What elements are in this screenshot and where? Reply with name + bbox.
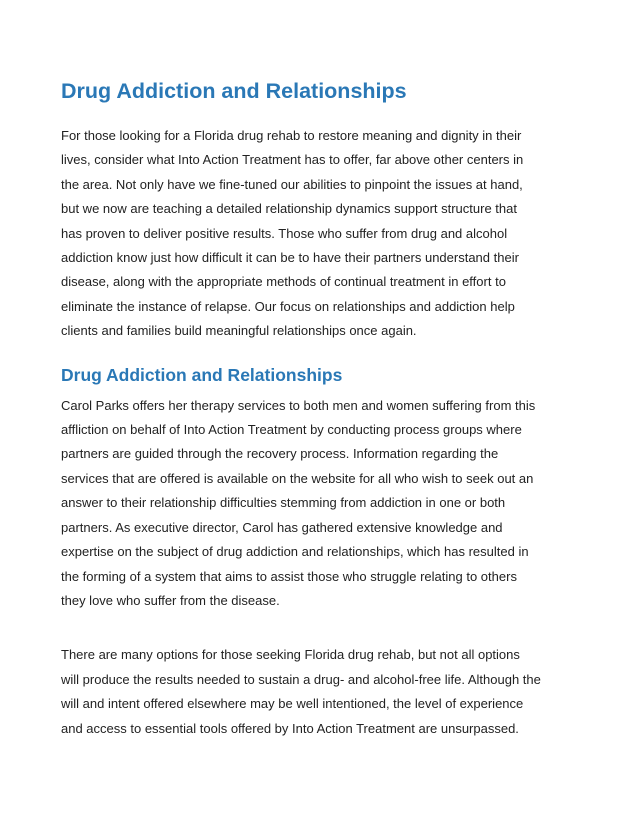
text-line: the area. Not only have we fine-tuned our abilities to pinpoint the issues at hand, (61, 176, 523, 192)
text-line: partners are guided through the recovery process. Information regarding the (61, 446, 499, 462)
page-title: Drug Addiction and Relationships (61, 79, 407, 103)
text-line: affliction on behalf of Into Action Treatment by conducting process groups where (61, 422, 522, 438)
text-line: eliminate the instance of relapse. Our focus on relationships and addiction help (61, 298, 515, 314)
text-line: clients and families build meaningful relationships once again. (61, 323, 417, 339)
paragraph-options (61, 643, 581, 741)
text-line: and access to essential tools offered by Into Action Treatment are unsurpassed. (61, 720, 519, 736)
text-line: addiction know just how difficult it can be to have their partners understand their (61, 250, 519, 266)
text-line: Carol Parks offers her therapy services to both men and women suffering from this (61, 397, 536, 413)
text-line: will and intent offered elsewhere may be well intentioned, the level of experience (61, 696, 524, 712)
text-line: but we now are teaching a detailed relationship dynamics support structure that (61, 201, 517, 217)
text-line: has proven to deliver positive results. Those who suffer from drug and alcohol (61, 225, 508, 241)
paragraph-intro (61, 124, 581, 344)
text-line: partners. As executive director, Carol has gathered extensive knowledge and (61, 519, 503, 535)
text-line: expertise on the subject of drug addiction and relationships, which has resulted in (61, 544, 529, 560)
text-line: will produce the results needed to sustain a drug- and alcohol-free life. Although the (61, 671, 541, 687)
text-line: they love who suffer from the disease. (61, 592, 280, 608)
text-line: answer to their relationship difficulties stemming from addiction in one or both (61, 495, 506, 511)
text-line: services that are offered is available on the website for all who wish to seek out an (61, 470, 534, 486)
text-line: There are many options for those seeking Florida drug rehab, but not all options (61, 647, 520, 663)
text-line: For those looking for a Florida drug rehab to restore meaning and dignity in their (61, 128, 522, 143)
paragraph-carol-parks (61, 394, 581, 614)
document-content (61, 76, 581, 741)
text-line: the forming of a system that aims to assist those who struggle relating to others (61, 568, 517, 584)
text-line: lives, consider what Into Action Treatment has to offer, far above other centers in (61, 152, 524, 168)
section-heading: Drug Addiction and Relationships (61, 364, 343, 385)
text-line: disease, along with the appropriate methods of continual treatment in effort to (61, 274, 506, 290)
